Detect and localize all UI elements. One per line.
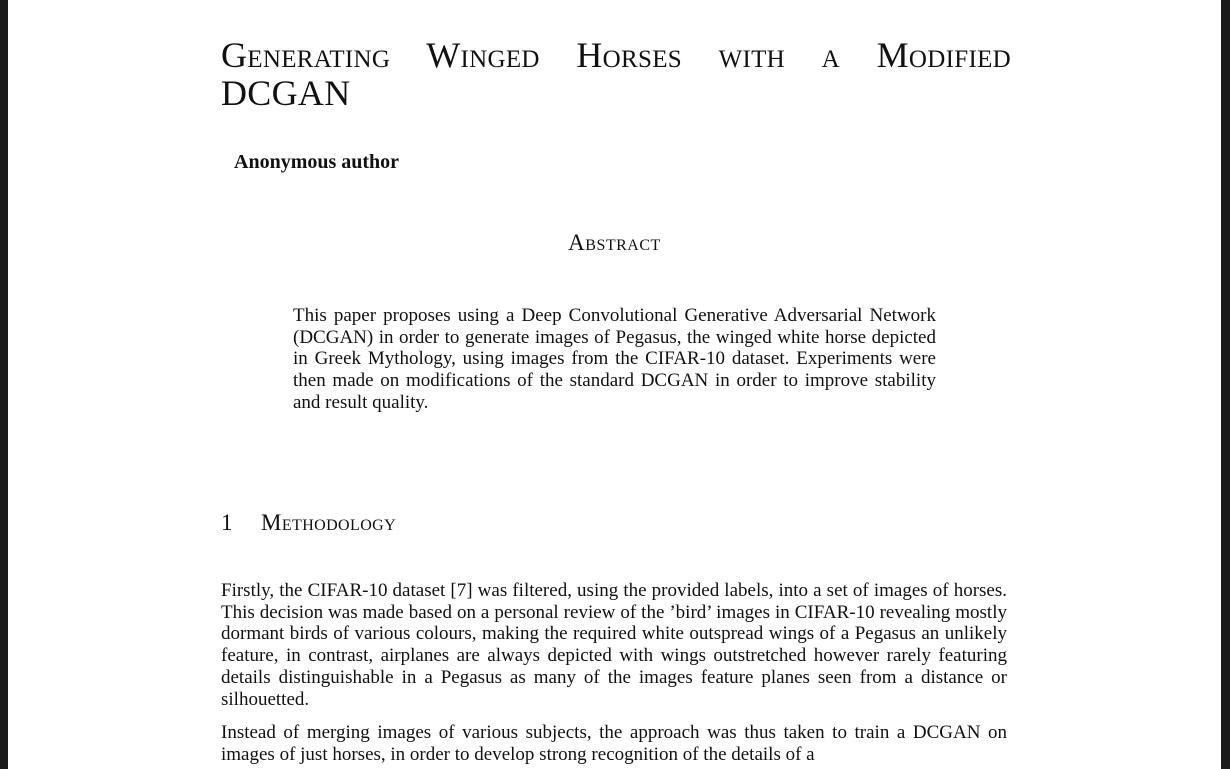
paper-title: Generating Winged Horses with a Modified DCGAN <box>221 35 1011 113</box>
author-name: Anonymous author <box>234 151 400 173</box>
paper-page <box>8 0 1221 769</box>
section-title: Methodology <box>261 510 397 535</box>
abstract-heading: Abstract <box>568 230 661 255</box>
section-heading <box>221 510 396 536</box>
body-paragraph: Instead of merging images of various subjects, the approach was thus taken to train a DCGAN on images of just horses, in order to develop strong recognition of the details of a <box>221 722 1007 765</box>
abstract-text: This paper proposes using a Deep Convolutional Generative Adversarial Network (DCGAN) in order to generate images of Pegasus, the winged white horse depicted in Greek Mythology, using images from the CIFAR-10 dataset. Experiments were then made on modifications of the standard DCGAN in order to improve stability and result quality. <box>293 305 936 413</box>
section-number: 1 <box>221 510 233 535</box>
body-paragraph: Firstly, the CIFAR-10 dataset [7] was filtered, using the provided labels, into a set of images of horses. This decision was made based on a personal review of the ’bird’ images in CIFAR-10 revealing mostly dormant birds of various colours, making the required white outspread wings of a Pegasus an unlikely feature, in contrast, airplanes are always depicted with wings outstretched however rarely featuring details distinguishable in a Pegasus as many of the images feature planes seen from a distance or silhouetted. <box>221 580 1007 710</box>
